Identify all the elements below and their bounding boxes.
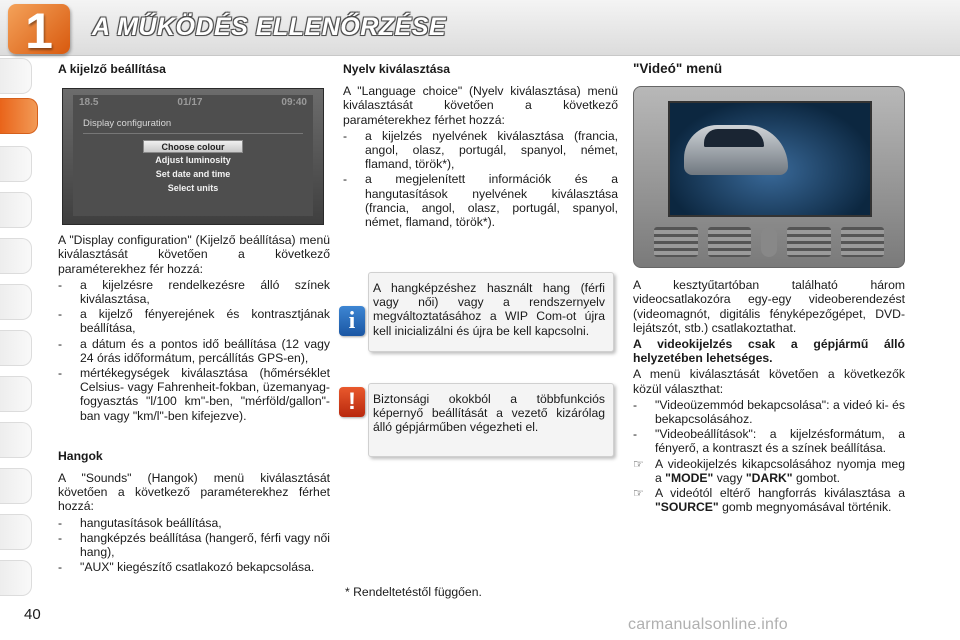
list-item (633, 486, 905, 514)
dash-icon: - (633, 397, 638, 412)
video-list (633, 398, 905, 515)
right-column (633, 62, 905, 515)
dark-key: "DARK" (745, 470, 793, 485)
list-item-text: hangutasítások beállítása, (80, 515, 222, 530)
chapter-number: 1 (25, 3, 53, 59)
video-bold-note: A videokijelzés csak a gépjármű álló helyzetében lehetséges. (633, 337, 905, 366)
list-item (343, 129, 618, 172)
chapter-tab[interactable] (0, 146, 32, 182)
vent (841, 227, 885, 257)
page-number: 40 (24, 606, 41, 623)
tip-text-part: A videótól eltérő hangforrás kiválasztása a (655, 486, 905, 501)
list-item-text: "AUX" kiegészítő csatlakozó bekapcsolása. (80, 560, 315, 575)
tip-text-part: vagy (716, 470, 743, 485)
screen-status-left: 18.5 (79, 97, 99, 109)
dash-icon: - (343, 172, 348, 187)
video-menu-heading: "Videó" menü (633, 61, 723, 76)
vent (654, 227, 698, 257)
chapter-tab[interactable] (0, 468, 32, 504)
dash-icon: - (58, 530, 63, 545)
info-note: A hangképzéshez használt hang (férfi vagy női) vagy a rendszernyelv megváltoztatásához a WIP Com-ot újra kell inicializálni és újra be kell kapcsolni. (368, 272, 614, 352)
list-item-text: a kijelzés nyelvének kiválasztása (francia, angol, olasz, portugál, spanyol, német, flamand, török*), (365, 128, 618, 172)
chapter-tab[interactable] (0, 514, 32, 550)
display-config-screen-photo (62, 88, 324, 225)
display-settings-list (58, 278, 330, 423)
language-intro: A "Language choice" (Nyelv kiválasztása) menü kiválasztását követően a következő paraméterekhez férhet hozzá: (343, 84, 618, 127)
screen-menu-item: Set date and time (155, 169, 231, 180)
list-item-text: "Videobeállítások": a kijelzésformátum, a fényerő, a kontraszt és a színek beállítása. (655, 427, 905, 456)
source-key: "SOURCE" (655, 500, 719, 515)
screen-menu-item: Adjust luminosity (155, 155, 231, 166)
vent (708, 227, 752, 257)
dash-icon: - (58, 307, 63, 322)
info-icon: i (339, 306, 365, 336)
pointing-hand-icon: ☞ (633, 456, 644, 471)
dash-icon: - (633, 427, 638, 442)
video-intro: A kesztyűtartóban található három videocsatlakozóra egy-egy videoberendezést (videomagnót, digitális fényképezőgépet, DVD-lejátszót, stb.) csatlakoztathat. (633, 278, 905, 335)
tip-text-part: gombot. (795, 470, 841, 485)
list-item (58, 307, 330, 335)
watermark: carmanualsonline.info (628, 616, 788, 633)
list-item-text: hangképzés beállítása (hangerő, férfi vagy női hang), (80, 530, 330, 560)
dash-icon: - (58, 336, 63, 351)
list-item-text: a megjelenített információk és a hangutasítások nyelvének kiválasztása (francia, angol, olasz, portugál, spanyol, német, flamand, török*). (365, 172, 618, 230)
list-item (58, 337, 330, 365)
list-item (633, 398, 905, 426)
footnote: * Rendeltetéstől függően. (345, 585, 482, 599)
vent (787, 227, 831, 257)
list-item (58, 560, 330, 574)
dash-icon: - (58, 366, 63, 381)
display-settings-intro: A "Display configuration" (Kijelző beállítása) menü kiválasztását követően a következő paraméterekhez fér hozzá: (58, 233, 330, 276)
chapter-tab[interactable] (0, 330, 32, 366)
chapter-tab[interactable] (0, 284, 32, 320)
chapter-badge (8, 3, 70, 59)
list-item (633, 427, 905, 455)
tip-text (655, 457, 905, 485)
chapter-tab[interactable] (0, 192, 32, 228)
screen-status-date: 01/17 (177, 97, 203, 109)
sounds-intro: A "Sounds" (Hangok) menü kiválasztását követően a következő paraméterekhez férhet hozzá: (58, 471, 330, 514)
middle-column (343, 62, 618, 230)
screen-status-time: 09:40 (281, 97, 307, 109)
screen-menu-item: Choose colour (143, 140, 243, 153)
list-item-text: mértékegységek kiválasztása (hőmérséklet Celsius- vagy Fahrenheit-fokban, üzemanyag-fogyasztás "l/100 km"-ben, "mérföld/gallon"-ban vagy "km/l"-ben kifejezve). (80, 366, 330, 423)
list-item (58, 531, 330, 559)
sounds-heading: Hangok (58, 448, 103, 463)
mode-key: "MODE" (665, 470, 714, 485)
language-list (343, 129, 618, 229)
chapter-tab[interactable] (0, 560, 32, 596)
tip-text-part: A videokijelzés kikapcsolásához nyomja meg a (655, 456, 905, 485)
list-item (58, 366, 330, 423)
chapter-tab-active[interactable] (0, 98, 38, 134)
list-item (58, 516, 330, 530)
warning-icon: ! (339, 387, 365, 417)
list-item (343, 172, 618, 229)
left-column (58, 62, 330, 575)
dash-icon: - (58, 560, 63, 575)
list-item-text: "Videoüzemmód bekapcsolása": a videó ki- és bekapcsolásához. (655, 397, 905, 427)
list-item-text: a kijelző fényerejének és kontrasztjának beállítása, (80, 307, 330, 336)
dash-icon: - (343, 128, 348, 143)
chapter-tab[interactable] (0, 58, 32, 94)
knob (761, 227, 777, 257)
video-screen-photo (633, 86, 905, 268)
dash-icon: - (58, 515, 63, 530)
list-item-text: a dátum és a pontos idő beállítása (12 vagy 24 órás időformátum, percállítás GPS-en), (80, 336, 330, 365)
chapter-title: A MŰKÖDÉS ELLENŐRZÉSE (92, 13, 447, 41)
list-item-text: a kijelzésre rendelkezésre álló színek kiválasztása, (80, 277, 330, 307)
dash-icon: - (58, 277, 63, 292)
display-settings-heading: A kijelző beállítása (58, 62, 166, 76)
language-heading: Nyelv kiválasztása (343, 62, 451, 76)
chapter-tab[interactable] (0, 422, 32, 458)
sounds-list (58, 516, 330, 575)
video-menu-intro: A menü kiválasztását követően a következők közül választhat: (633, 367, 905, 396)
warning-note: Biztonsági okokból a többfunkciós képernyő beállítását a vezető kizárólag álló gépjárműben végezheti el. (368, 383, 614, 457)
list-item (58, 278, 330, 306)
screen-menu-title: Display configuration (83, 117, 303, 134)
list-item (633, 457, 905, 485)
dashboard-vents (654, 227, 884, 257)
pointing-hand-icon: ☞ (633, 486, 644, 501)
tip-text (655, 486, 905, 514)
chapter-tab-strip (0, 58, 44, 640)
chapter-tab[interactable] (0, 238, 32, 274)
car-window (704, 129, 764, 147)
tip-text-part: gomb megnyomásával történik. (722, 500, 892, 515)
screen-menu-item: Select units (167, 183, 219, 194)
chapter-tab[interactable] (0, 376, 32, 412)
